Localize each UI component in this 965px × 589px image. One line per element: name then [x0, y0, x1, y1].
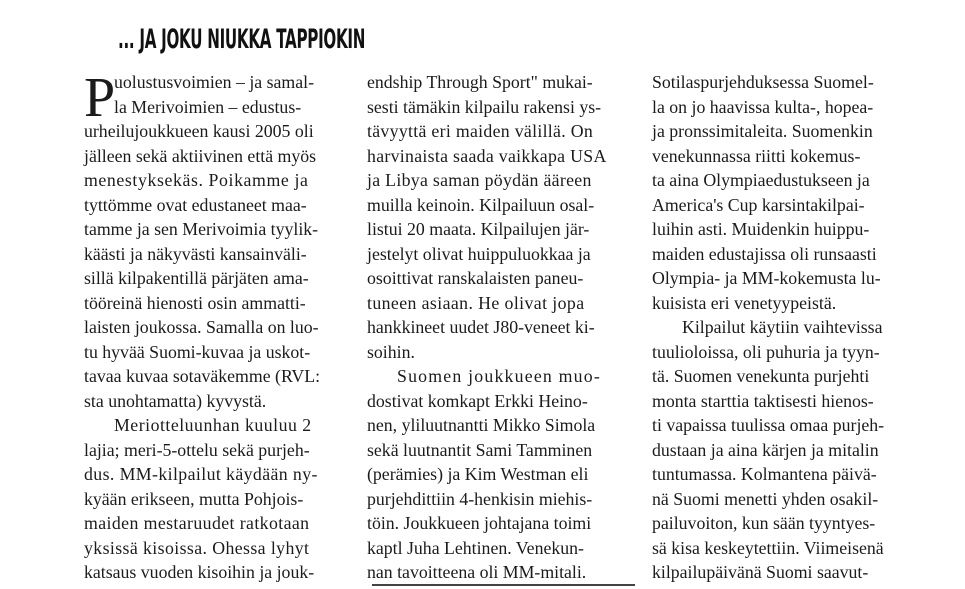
drop-cap-paragraph	[84, 67, 359, 129]
text-line: hankkineet uudet J80-veneet ki-	[367, 317, 595, 337]
text-line: America's Cup karsintakilpai-	[652, 194, 865, 215]
text-line: urheilujoukkueen kausi 2005 oli	[84, 121, 314, 141]
text-line: lajia; meri-5-ottelu sekä purjeh-	[84, 439, 310, 460]
text-line: kuisista eri venetyypeistä.	[652, 292, 837, 313]
text-line: kyään erikseen, mutta Pohjois-	[84, 488, 304, 509]
text-line: katsaus vuoden kisoihin ja jouk-	[84, 562, 315, 582]
text-line: tamme ja sen Merivoimia tyylik-	[84, 219, 319, 239]
text-line: tavaa kuvaa sotaväkemme (RVL:	[84, 366, 321, 386]
text-line: endship Through Sport" mukai-	[367, 72, 593, 92]
text-line: sä kisa keskeytettiin. Viimeisenä	[652, 537, 884, 558]
text-line: kaptl Juha Lehtinen. Venekun-	[367, 537, 584, 558]
text-line: nan tavoitteena oli MM-mitali.	[367, 562, 587, 582]
text-line: Olympia- ja MM-kokemusta lu-	[652, 268, 881, 288]
text-line: tu hyvää Suomi-kuvaa ja uskot-	[84, 341, 311, 362]
text-line: tööreinä hienosti osin ammatti-	[84, 292, 306, 313]
text-line: nä Suomi menetti yhden osakil-	[652, 488, 879, 509]
text-line: yksissä kisoissa. Ohessa lyhyt	[84, 537, 310, 558]
text-line: dostivat komkapt Erkki Heino-	[367, 390, 588, 411]
article-headline: ... JA JOKU NIUKKA TAPPIOKIN	[118, 24, 366, 55]
text-line: tyttömme ovat edustaneet maa-	[84, 194, 307, 215]
text-line: kilpailupäivänä Suomi saavut-	[652, 562, 869, 582]
text-line: soihin.	[367, 341, 415, 362]
text-line: harvinaista saada vaikkapa USA	[367, 145, 607, 166]
text-line: laisten joukossa. Samalla on luo-	[84, 317, 319, 337]
text-line: menestyksekäs. Poikamme ja	[84, 170, 309, 190]
text-line: sekä luutnantit Sami Tamminen	[367, 439, 593, 460]
text-line: listui 20 maata. Kilpailujen jär-	[367, 219, 590, 239]
text-line: tuneen asiaan. He olivat jopa	[367, 292, 585, 313]
text-line: Meriotteluunhan kuuluu 2	[114, 415, 312, 435]
text-line: monta starttia taktisesti hienos-	[652, 390, 874, 411]
text-line: käästi ja näkyvästi kansainväli-	[84, 243, 307, 264]
text-line: sta unohtamatta) kyvystä.	[84, 390, 267, 411]
text-line: ja pronssimitaleita. Suomenkin	[652, 121, 873, 141]
column-divider-rule	[372, 584, 635, 586]
text-line: nen, yliluutnantti Mikko Simola	[367, 415, 596, 435]
text-line: ti vapaissa tuulissa omaa purjeh-	[652, 415, 885, 435]
drop-cap-letter: P	[84, 67, 116, 129]
text-line: muilla keinoin. Kilpailuun osal-	[367, 194, 595, 215]
text-line: purjehdittiin 4-henkisin miehis-	[367, 488, 593, 509]
text-line: ja Libya saman pöydän ääreen	[367, 170, 592, 190]
text-line: osoittivat ranskalaisten paneu-	[367, 268, 584, 288]
text-line: luihin asti. Muidenkin huippu-	[652, 219, 870, 239]
text-line: sesti tämäkin kilpailu rakensi ys-	[367, 96, 602, 117]
text-column-2	[367, 70, 642, 585]
text-line: tuulioloissa, oli puhuria ja tyyn-	[652, 341, 880, 362]
text-line: la on jo haavissa kulta-, hopea-	[652, 96, 874, 117]
text-column-1	[84, 67, 359, 585]
text-line: uolustusvoimien – ja samal-	[114, 72, 315, 92]
text-line: Suomen joukkueen muo-	[397, 366, 601, 386]
text-line: tävyyttä eri maiden välillä. On	[367, 121, 594, 141]
text-line: Kilpailut käytiin vaihtevissa	[682, 317, 883, 337]
text-line: dus. MM-kilpailut käydään ny-	[84, 464, 318, 484]
text-line: töin. Joukkueen johtajana toimi	[367, 513, 592, 533]
text-line: ta aina Olympiaedustukseen ja	[652, 170, 870, 190]
text-line: maiden mestaruudet ratkotaan	[84, 513, 310, 533]
text-line: sillä kilpakentillä pärjäten ama-	[84, 268, 309, 288]
text-column-3	[652, 70, 942, 585]
text-line: jälleen sekä aktiivinen että myös	[84, 145, 317, 166]
text-line: (perämies) ja Kim Westman eli	[367, 464, 589, 484]
text-line: Sotilaspurjehduksessa Suomel-	[652, 72, 874, 92]
text-line: tä. Suomen venekunta purjehti	[652, 366, 870, 386]
text-line: tuntumassa. Kolmantena päivä-	[652, 464, 877, 484]
text-line: maiden edustajissa oli runsaasti	[652, 243, 877, 264]
text-line: la Merivoimien – edustus-	[114, 96, 302, 117]
text-line: jestelyt olivat huippuluokkaa ja	[367, 243, 591, 264]
text-line: venekunnassa riitti kokemus-	[652, 145, 861, 166]
text-line: pailuvoiton, kun sään tyyntyes-	[652, 513, 876, 533]
text-line: dustaan ja aina kärjen ja mitalin	[652, 439, 879, 460]
